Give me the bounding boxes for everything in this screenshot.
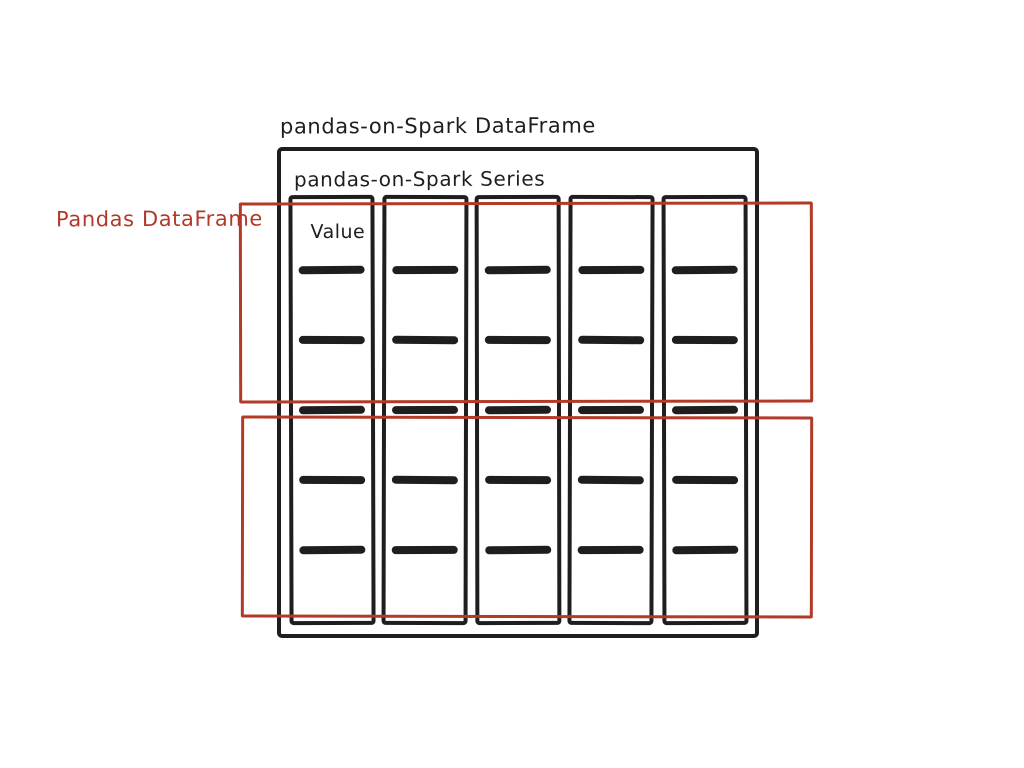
value-dash — [392, 406, 458, 414]
diagram-title: pandas-on-Spark DataFrame — [279, 113, 596, 139]
value-dash — [578, 406, 644, 414]
value-dash — [672, 406, 738, 414]
pandas-dataframe-label: Pandas DataFrame — [55, 206, 263, 232]
value-dash — [485, 406, 551, 414]
pandas-dataframe-partition-box-1 — [239, 201, 813, 403]
series-label: pandas-on-Spark Series — [293, 166, 546, 192]
value-column-header: Value — [310, 220, 366, 244]
value-dash — [299, 406, 365, 415]
pandas-dataframe-partition-box-2 — [241, 416, 813, 619]
